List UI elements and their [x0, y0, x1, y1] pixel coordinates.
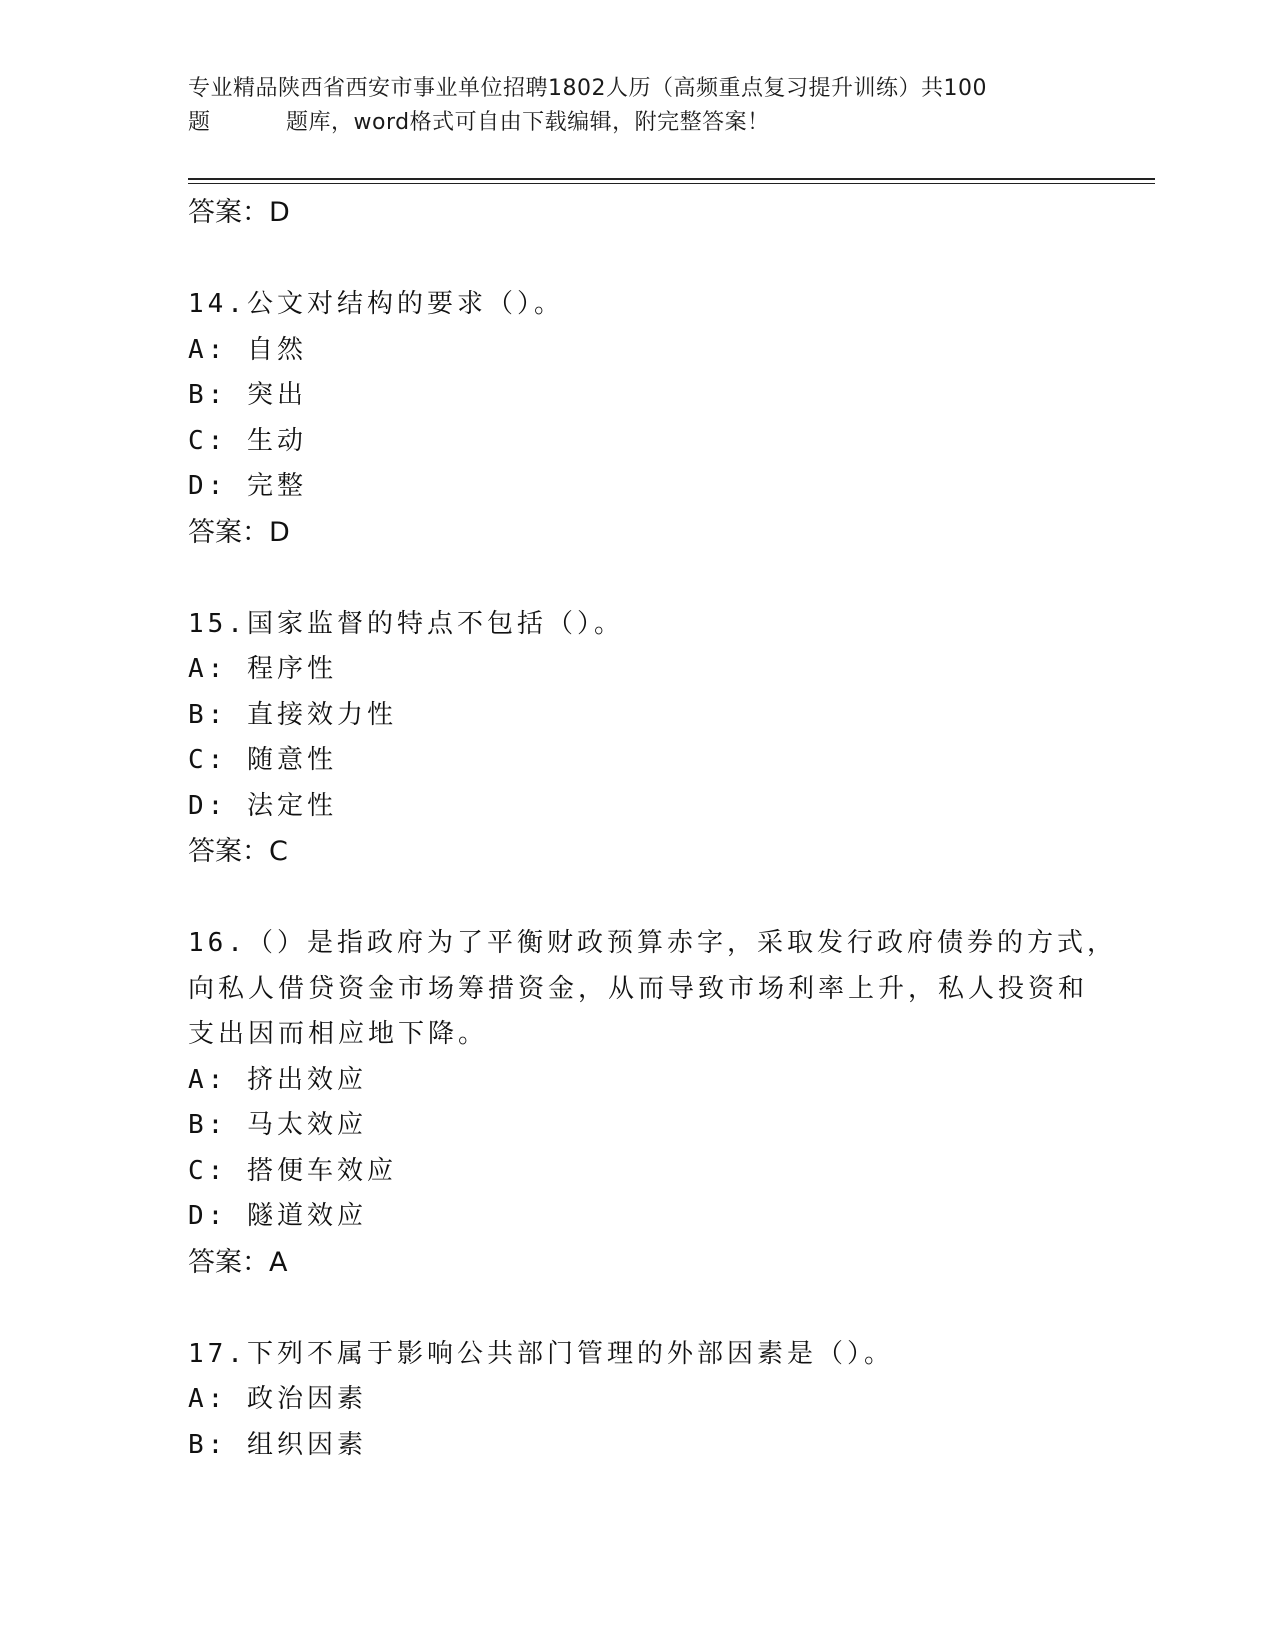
option-a: A: 挤出效应	[188, 1064, 367, 1095]
option-d: D: 法定性	[188, 790, 337, 821]
option-c: C: 随意性	[188, 745, 337, 775]
option-b: B: 组织因素	[188, 1429, 367, 1460]
option-a: A: 程序性	[188, 654, 337, 684]
option-d: D: 完整	[188, 471, 307, 501]
answer-16: 答案：A	[188, 1246, 288, 1278]
question-text-line-1: 16.（）是指政府为了平衡财政预算赤字，采取发行政府债券的方式，	[188, 928, 1117, 958]
option-c: C: 搭便车效应	[188, 1155, 397, 1186]
question-block-17	[188, 1332, 1088, 1469]
question-block-16	[188, 921, 1117, 1286]
header-line-2-rest: 题库，word格式可自由下载编辑，附完整答案！	[286, 110, 770, 135]
page-header	[188, 72, 1068, 140]
question-text: 15.国家监督的特点不包括（）。	[188, 608, 624, 639]
question-block-14	[188, 282, 1088, 556]
option-b: B: 马太效应	[188, 1110, 367, 1140]
option-d: D: 隧道效应	[188, 1201, 367, 1231]
header-line-1: 专业精品陕西省西安市事业单位招聘1802人历（高频重点复习提升训练）共100	[188, 76, 987, 101]
question-text-line-2: 向私人借贷资金市场筹措资金，从而导致市场利率上升，私人投资和	[188, 973, 1089, 1004]
option-b: B: 突出	[188, 380, 307, 410]
option-a: A: 自然	[188, 334, 307, 365]
document-body	[188, 190, 1117, 1468]
header-line-2-start: 题	[188, 110, 211, 135]
spacer	[188, 236, 1088, 282]
option-a: A: 政治因素	[188, 1384, 367, 1414]
option-b: B: 直接效力性	[188, 699, 397, 730]
spacer	[188, 875, 1088, 921]
header-line-2	[188, 106, 1068, 140]
header-divider-thin	[188, 183, 1155, 184]
question-text: 17.下列不属于影响公共部门管理的外部因素是（）。	[188, 1338, 894, 1369]
spacer	[188, 1286, 1088, 1332]
question-text-line-3: 支出因而相应地下降。	[188, 1019, 489, 1049]
option-c: C: 生动	[188, 425, 307, 456]
header-divider-thick	[188, 178, 1155, 180]
answer-14: 答案：D	[188, 516, 290, 548]
answer-15: 答案：C	[188, 836, 288, 867]
answer-13: 答案：D	[188, 197, 290, 228]
question-text: 14.公文对结构的要求（）。	[188, 289, 564, 319]
question-block-15	[188, 602, 1088, 876]
spacer	[188, 556, 1088, 602]
